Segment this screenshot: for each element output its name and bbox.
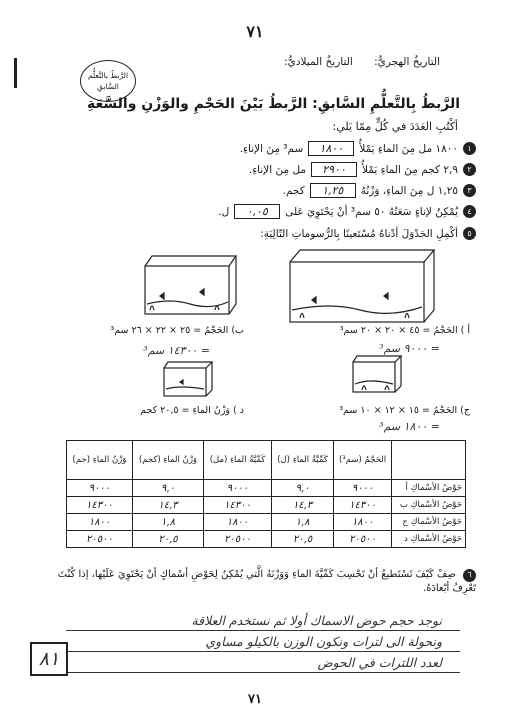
item-5	[36, 227, 476, 240]
answer-box[interactable]: ٠,٠٥	[234, 204, 280, 219]
table-cell[interactable]: ١٤,٣	[132, 497, 203, 514]
table-header: وَزْنُ الماءِ (جم)	[67, 441, 133, 480]
item-number: ٣	[463, 184, 476, 197]
item-text-after: كجم.	[282, 184, 305, 197]
item-text: ١٨٠٠ مل مِنَ الماءِ يَمْلأُ	[359, 142, 458, 155]
date-hijri: التاريخُ الهجريُّ:	[374, 56, 440, 68]
row-label: حَوْضُ الأسْماكِ د	[392, 531, 466, 548]
row-label: حَوْضُ الأسْماكِ أ	[392, 480, 466, 497]
instruction: أكْتُبِ العَدَدَ في كُلٍّ مِمّا يَلي:	[332, 120, 458, 133]
table-cell[interactable]: ١,٨	[132, 514, 203, 531]
page-number-bottom: ٧١	[248, 692, 262, 707]
fish-tank-b-icon	[145, 256, 236, 314]
tank-b-result: = ١٤٣٠٠ سم³	[143, 344, 210, 357]
date-line	[40, 56, 440, 68]
answer-line: ونحولة الى لترات ونكون الوزن بالكيلو مساوي	[205, 634, 442, 649]
prior-learning-badge: الرَّبطُ بالتَّعلُّم السَّابقِ	[80, 60, 136, 102]
question-6	[36, 568, 476, 596]
tank-b-volume: ب) الحَجْمُ = ٢٥ × ٢٢ × ٢٦ سم³	[110, 325, 244, 336]
table-cell[interactable]: ١٨٠٠	[204, 514, 272, 531]
row-label: حَوْضُ الأسْماكِ ب	[392, 497, 466, 514]
answer-line: لعدد اللترات في الحوض	[317, 655, 442, 670]
table-cell[interactable]: ٩,٠	[132, 480, 203, 497]
fish-tank-c-icon	[353, 356, 401, 392]
answer-box[interactable]: ٢٩٠٠	[311, 162, 357, 177]
table-cell[interactable]: ١٨٠٠	[334, 514, 392, 531]
table-cell[interactable]: ٩٠٠٠	[334, 480, 392, 497]
item-text: ١,٢٥ ل مِنَ الماءِ، وَزْنُهُ	[360, 184, 458, 197]
table-cell[interactable]: ١٨٠٠	[67, 514, 133, 531]
tank-a-volume: أ ) الحَجْمُ = ٤٥ × ٢٠ × ٢٠ سم³	[339, 325, 470, 336]
question-text: صِفْ كَيْفَ تَسْتَطيعُ أنْ تَحْسِبَ كَمِّيَّةَ الماءِ وَوَزْنَهُ الَّتي يُمْكِنُ لِحَوْضِ أسْماكٍ أنْ يَحْتَوِيَ عَلَيْها، إذا كُنْتَ تَعْرِفُ أبْعادَهُ.	[57, 569, 476, 594]
table-cell[interactable]: ٢٠٥٠٠	[204, 531, 272, 548]
item-text: يُمْكِنُ لإناءٍ سَعَتُهُ ٥٠ سم³ أنْ يَحْتَوِيَ عَلى	[285, 205, 458, 218]
table-header: الحَجْمُ (سم³)	[334, 441, 392, 480]
item-text: أكْمِلِ الجَدْوَلَ أدْناهُ مُسْتَعينًا بِالرُّسوماتِ التّالِيَةِ:	[260, 227, 458, 240]
item-text-after: مل مِنَ الإناءِ.	[248, 163, 307, 176]
table-header-row	[67, 441, 466, 480]
table-header: وَزْنُ الماءِ (كجم)	[132, 441, 203, 480]
table-cell[interactable]: ١٤,٣	[271, 497, 333, 514]
item-number: ٤	[463, 205, 476, 218]
page-number-top: ٧١	[246, 22, 264, 41]
date-gregorian: التاريخُ الميلاديُّ:	[284, 56, 353, 68]
table-cell[interactable]: ٢٠٥٠٠	[67, 531, 133, 548]
row-label: حَوْضُ الأسْماكِ ج	[392, 514, 466, 531]
tank-c-volume: ج) الحَجْمُ = ١٥ × ١٢ × ١٠ سم³	[339, 405, 470, 416]
answer-box[interactable]: ١٨٠٠	[308, 141, 354, 156]
item-text-after: ل.	[218, 205, 230, 218]
item-number: ٥	[463, 227, 476, 240]
table-cell[interactable]: ٢٠,٥	[271, 531, 333, 548]
item-number: ٢	[463, 163, 476, 176]
table-cell[interactable]: ٩,٠	[271, 480, 333, 497]
table-header: كَمِّيَّةُ الماءِ (مل)	[204, 441, 272, 480]
fish-tank-a-icon	[290, 250, 434, 322]
item-text-after: سم³ مِنَ الإناءِ.	[239, 142, 304, 155]
item-4	[36, 204, 476, 219]
table-cell[interactable]: ٩٠٠٠	[204, 480, 272, 497]
table-row	[67, 514, 466, 531]
table-cell[interactable]: ٢٠,٥	[132, 531, 203, 548]
item-1	[36, 141, 476, 156]
lesson-title: الرَّبطُ بِالتَّعلُّمِ السَّابقِ: الرَّبطُ بَيْنَ الحَجْمِ والوَزْنِ والسَّعَةِ	[87, 96, 460, 112]
table-row	[67, 480, 466, 497]
item-number: ١	[463, 142, 476, 155]
volume-weight-table	[66, 440, 466, 548]
side-marker	[14, 58, 17, 88]
table-cell[interactable]: ٩٠٠٠	[67, 480, 133, 497]
table-row	[67, 531, 466, 548]
handwritten-answer	[50, 610, 442, 673]
table-cell[interactable]: ١٤٣٠٠	[67, 497, 133, 514]
item-2	[36, 162, 476, 177]
tank-d-weight: د ) وَزْنُ الماءِ = ٢٠,٥ كجم	[140, 405, 244, 416]
answer-line: نوجد حجم حوض الاسماك أولا ثم نستخدم العلاقة	[191, 613, 442, 628]
table-cell[interactable]: ١,٨	[271, 514, 333, 531]
table-cell[interactable]: ١٤٣٠٠	[204, 497, 272, 514]
fish-tank-d-icon	[164, 362, 212, 396]
item-3	[36, 183, 476, 198]
table-cell[interactable]: ٢٠٥٠٠	[334, 531, 392, 548]
answer-box[interactable]: ١,٢٥	[310, 183, 356, 198]
table-header: كَمِّيَّةُ الماءِ (ل)	[271, 441, 333, 480]
table-cell[interactable]: ١٤٣٠٠	[334, 497, 392, 514]
item-text: ٢,٩ كجم مِنَ الماءِ يَمْلأُ	[362, 163, 458, 176]
table-header	[392, 441, 466, 480]
table-row	[67, 497, 466, 514]
score-box: ٨١	[30, 642, 68, 676]
tank-c-result: = ١٨٠٠ سم³	[379, 420, 440, 433]
tank-a-result: = ٩٠٠٠ سم³	[379, 342, 440, 355]
question-number: ٦	[463, 569, 476, 582]
